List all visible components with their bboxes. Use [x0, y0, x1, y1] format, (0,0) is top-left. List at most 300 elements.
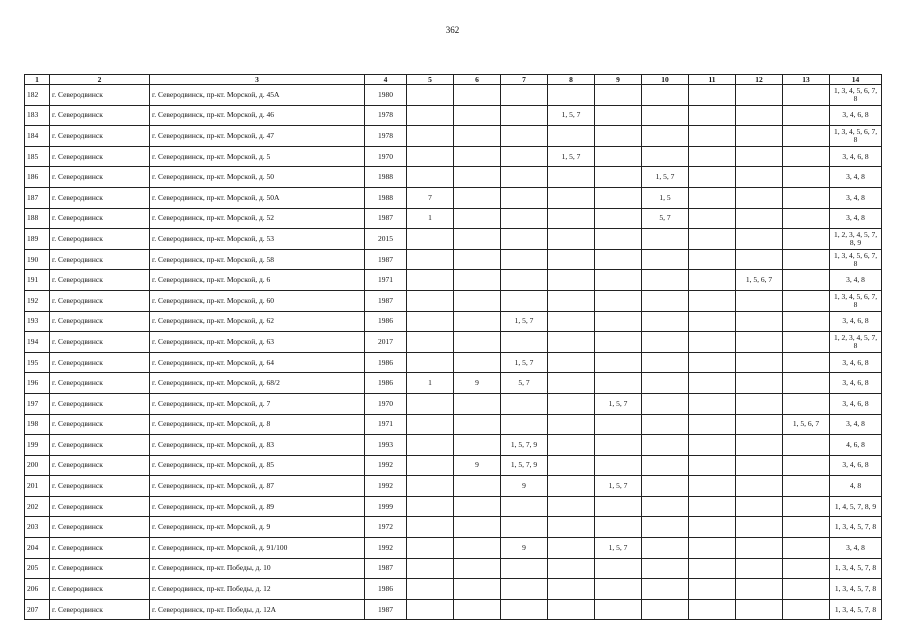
table-cell-col-3: г. Северодвинск, пр-кт. Морской, д. 64	[150, 352, 365, 373]
table-cell-col-12	[736, 85, 783, 106]
table-cell-col-5	[407, 167, 454, 188]
table-cell-col-13	[783, 476, 830, 497]
table-cell-col-4: 1971	[365, 270, 407, 291]
table-cell-col-14: 3, 4, 8	[830, 187, 882, 208]
table-cell-col-13	[783, 599, 830, 620]
column-header: 6	[454, 75, 501, 85]
table-cell-col-12	[736, 290, 783, 311]
table-cell-col-9	[595, 270, 642, 291]
table-row	[25, 229, 882, 250]
table-cell-col-4: 1992	[365, 476, 407, 497]
table-cell-col-12	[736, 146, 783, 167]
table-row	[25, 579, 882, 600]
table-cell-col-9	[595, 187, 642, 208]
table-cell-col-5	[407, 105, 454, 126]
table-cell-col-9	[595, 414, 642, 435]
table-cell-col-5	[407, 393, 454, 414]
column-header: 12	[736, 75, 783, 85]
table-cell-col-11	[689, 290, 736, 311]
table-cell-col-11	[689, 332, 736, 353]
table-cell-col-7: 1, 5, 7	[501, 352, 548, 373]
table-cell-col-7	[501, 229, 548, 250]
table-cell-col-13	[783, 208, 830, 229]
table-cell-col-7	[501, 126, 548, 147]
table-cell-col-3: г. Северодвинск, пр-кт. Морской, д. 58	[150, 249, 365, 270]
table-cell-col-11	[689, 187, 736, 208]
table-cell-col-6	[454, 558, 501, 579]
table-cell-col-10	[642, 496, 689, 517]
table-cell-col-13	[783, 290, 830, 311]
table-cell-col-6	[454, 187, 501, 208]
table-row	[25, 558, 882, 579]
table-cell-col-14: 3, 4, 6, 8	[830, 455, 882, 476]
table-cell-col-4: 1988	[365, 167, 407, 188]
table-cell-col-14: 1, 4, 5, 7, 8, 9	[830, 496, 882, 517]
table-cell-col-10	[642, 105, 689, 126]
table-cell-col-13	[783, 167, 830, 188]
table-cell-col-14: 3, 4, 6, 8	[830, 373, 882, 394]
table-cell-col-4: 1992	[365, 455, 407, 476]
column-header: 5	[407, 75, 454, 85]
table-cell-col-8	[548, 311, 595, 332]
table-cell-col-3: г. Северодвинск, пр-кт. Морской, д. 5	[150, 146, 365, 167]
table-cell-col-13	[783, 579, 830, 600]
table-cell-col-14: 1, 2, 3, 4, 5, 7, 8, 9	[830, 229, 882, 250]
table-cell-col-1: 182	[25, 85, 50, 106]
column-header: 10	[642, 75, 689, 85]
table-cell-col-14: 1, 3, 4, 5, 6, 7, 8	[830, 85, 882, 106]
table-cell-col-3: г. Северодвинск, пр-кт. Морской, д. 53	[150, 229, 365, 250]
table-cell-col-4: 1986	[365, 579, 407, 600]
table-cell-col-8	[548, 414, 595, 435]
table-cell-col-1: 206	[25, 579, 50, 600]
column-header: 14	[830, 75, 882, 85]
table-cell-col-1: 186	[25, 167, 50, 188]
table-cell-col-11	[689, 558, 736, 579]
table-cell-col-12	[736, 167, 783, 188]
table-cell-col-11	[689, 435, 736, 456]
table-cell-col-13	[783, 393, 830, 414]
table-cell-col-5	[407, 229, 454, 250]
table-cell-col-13	[783, 311, 830, 332]
table-cell-col-7	[501, 558, 548, 579]
table-cell-col-10	[642, 146, 689, 167]
table-cell-col-7	[501, 579, 548, 600]
table-cell-col-14: 1, 2, 3, 4, 5, 7, 8	[830, 332, 882, 353]
table-cell-col-9	[595, 85, 642, 106]
table-cell-col-3: г. Северодвинск, пр-кт. Морской, д. 6	[150, 270, 365, 291]
table-cell-col-1: 196	[25, 373, 50, 394]
table-cell-col-4: 1993	[365, 435, 407, 456]
table-cell-col-9	[595, 290, 642, 311]
table-cell-col-8	[548, 229, 595, 250]
table-cell-col-2: г. Северодвинск	[50, 85, 150, 106]
column-header: 11	[689, 75, 736, 85]
table-cell-col-8	[548, 599, 595, 620]
table-cell-col-6	[454, 435, 501, 456]
table-cell-col-11	[689, 270, 736, 291]
table-cell-col-12	[736, 476, 783, 497]
table-cell-col-10	[642, 229, 689, 250]
table-cell-col-4: 1986	[365, 373, 407, 394]
table-cell-col-11	[689, 229, 736, 250]
table-cell-col-6	[454, 393, 501, 414]
table-cell-col-5	[407, 85, 454, 106]
table-cell-col-6	[454, 105, 501, 126]
table-cell-col-2: г. Северодвинск	[50, 414, 150, 435]
table-cell-col-11	[689, 373, 736, 394]
table-cell-col-6	[454, 599, 501, 620]
table-cell-col-14: 1, 3, 4, 5, 7, 8	[830, 599, 882, 620]
table-cell-col-8	[548, 496, 595, 517]
table-cell-col-13	[783, 146, 830, 167]
table-cell-col-10	[642, 352, 689, 373]
table-cell-col-12	[736, 311, 783, 332]
table-cell-col-11	[689, 476, 736, 497]
table-cell-col-13	[783, 270, 830, 291]
table-cell-col-3: г. Северодвинск, пр-кт. Морской, д. 45А	[150, 85, 365, 106]
table-cell-col-8	[548, 373, 595, 394]
table-cell-col-12	[736, 249, 783, 270]
table-cell-col-12	[736, 496, 783, 517]
table-cell-col-3: г. Северодвинск, пр-кт. Морской, д. 83	[150, 435, 365, 456]
table-cell-col-14: 1, 3, 4, 5, 7, 8	[830, 579, 882, 600]
table-row	[25, 126, 882, 147]
table-cell-col-8	[548, 476, 595, 497]
table-cell-col-1: 190	[25, 249, 50, 270]
table-cell-col-3: г. Северодвинск, пр-кт. Морской, д. 91/100	[150, 538, 365, 559]
table-cell-col-8	[548, 126, 595, 147]
table-cell-col-7	[501, 208, 548, 229]
table-cell-col-1: 202	[25, 496, 50, 517]
table-cell-col-2: г. Северодвинск	[50, 373, 150, 394]
table-cell-col-11	[689, 85, 736, 106]
table-cell-col-13	[783, 558, 830, 579]
table-row	[25, 105, 882, 126]
table-cell-col-10	[642, 332, 689, 353]
table-cell-col-3: г. Северодвинск, пр-кт. Морской, д. 8	[150, 414, 365, 435]
table-cell-col-5	[407, 496, 454, 517]
table-cell-col-4: 1987	[365, 599, 407, 620]
table-row	[25, 187, 882, 208]
table-cell-col-5	[407, 414, 454, 435]
table-cell-col-9: 1, 5, 7	[595, 476, 642, 497]
table-cell-col-5: 7	[407, 187, 454, 208]
table-row	[25, 270, 882, 291]
table-cell-col-10	[642, 373, 689, 394]
table-header	[25, 75, 882, 85]
table-cell-col-12	[736, 105, 783, 126]
table-cell-col-10	[642, 558, 689, 579]
table-cell-col-4: 1992	[365, 538, 407, 559]
table-cell-col-14: 4, 8	[830, 476, 882, 497]
table-cell-col-14: 3, 4, 6, 8	[830, 393, 882, 414]
table-cell-col-5	[407, 476, 454, 497]
table-cell-col-12	[736, 517, 783, 538]
table-cell-col-3: г. Северодвинск, пр-кт. Морской, д. 52	[150, 208, 365, 229]
table-cell-col-13	[783, 496, 830, 517]
table-cell-col-8	[548, 187, 595, 208]
table-cell-col-3: г. Северодвинск, пр-кт. Морской, д. 7	[150, 393, 365, 414]
table-row	[25, 373, 882, 394]
table-cell-col-1: 184	[25, 126, 50, 147]
table-cell-col-2: г. Северодвинск	[50, 435, 150, 456]
table-cell-col-12	[736, 208, 783, 229]
table-cell-col-4: 1978	[365, 126, 407, 147]
table-cell-col-1: 205	[25, 558, 50, 579]
table-cell-col-2: г. Северодвинск	[50, 290, 150, 311]
table-cell-col-7: 1, 5, 7, 9	[501, 455, 548, 476]
table-cell-col-7	[501, 517, 548, 538]
table-cell-col-8	[548, 208, 595, 229]
table-cell-col-3: г. Северодвинск, пр-кт. Морской, д. 50А	[150, 187, 365, 208]
table-cell-col-8	[548, 538, 595, 559]
table-cell-col-5: 1	[407, 373, 454, 394]
table-cell-col-5	[407, 249, 454, 270]
table-cell-col-4: 1971	[365, 414, 407, 435]
table-cell-col-2: г. Северодвинск	[50, 393, 150, 414]
table-cell-col-2: г. Северодвинск	[50, 208, 150, 229]
table-cell-col-12	[736, 332, 783, 353]
table-cell-col-10: 1, 5	[642, 187, 689, 208]
table-cell-col-5	[407, 352, 454, 373]
table-cell-col-5	[407, 332, 454, 353]
table-cell-col-10	[642, 599, 689, 620]
table-cell-col-11	[689, 208, 736, 229]
table-cell-col-1: 187	[25, 187, 50, 208]
table-cell-col-12	[736, 435, 783, 456]
table-cell-col-3: г. Северодвинск, пр-кт. Победы, д. 12А	[150, 599, 365, 620]
table-cell-col-6	[454, 579, 501, 600]
table-cell-col-4: 1970	[365, 393, 407, 414]
table-cell-col-9	[595, 249, 642, 270]
table-cell-col-10	[642, 393, 689, 414]
table-row	[25, 455, 882, 476]
table-cell-col-8	[548, 435, 595, 456]
table-cell-col-3: г. Северодвинск, пр-кт. Морской, д. 60	[150, 290, 365, 311]
table-cell-col-5	[407, 455, 454, 476]
table-cell-col-11	[689, 249, 736, 270]
table-cell-col-6	[454, 146, 501, 167]
table-cell-col-9: 1, 5, 7	[595, 538, 642, 559]
table-row	[25, 208, 882, 229]
table-cell-col-5	[407, 311, 454, 332]
table-cell-col-2: г. Северодвинск	[50, 538, 150, 559]
table-cell-col-3: г. Северодвинск, пр-кт. Победы, д. 12	[150, 579, 365, 600]
table-cell-col-13	[783, 538, 830, 559]
table-cell-col-2: г. Северодвинск	[50, 146, 150, 167]
table-cell-col-14: 3, 4, 8	[830, 167, 882, 188]
table-cell-col-1: 193	[25, 311, 50, 332]
table-cell-col-7: 9	[501, 538, 548, 559]
table-cell-col-2: г. Северодвинск	[50, 105, 150, 126]
table-cell-col-14: 3, 4, 6, 8	[830, 105, 882, 126]
column-header: 8	[548, 75, 595, 85]
table-cell-col-14: 1, 3, 4, 5, 7, 8	[830, 558, 882, 579]
table-cell-col-7	[501, 290, 548, 311]
table-cell-col-8	[548, 393, 595, 414]
table-cell-col-13	[783, 105, 830, 126]
table-cell-col-14: 3, 4, 8	[830, 538, 882, 559]
table-cell-col-3: г. Северодвинск, пр-кт. Морской, д. 46	[150, 105, 365, 126]
table-cell-col-9	[595, 126, 642, 147]
table-cell-col-2: г. Северодвинск	[50, 599, 150, 620]
table-cell-col-11	[689, 311, 736, 332]
table-cell-col-8	[548, 290, 595, 311]
table-row	[25, 85, 882, 106]
table-cell-col-6	[454, 229, 501, 250]
table-cell-col-11	[689, 352, 736, 373]
table-cell-col-12	[736, 455, 783, 476]
table-cell-col-6: 9	[454, 455, 501, 476]
table-cell-col-12	[736, 352, 783, 373]
table-cell-col-1: 204	[25, 538, 50, 559]
table-cell-col-4: 2017	[365, 332, 407, 353]
table-cell-col-2: г. Северодвинск	[50, 558, 150, 579]
table-cell-col-8: 1, 5, 7	[548, 146, 595, 167]
table-cell-col-6	[454, 476, 501, 497]
table-row	[25, 146, 882, 167]
table-cell-col-10	[642, 517, 689, 538]
page-number: 362	[445, 25, 460, 35]
table-cell-col-13: 1, 5, 6, 7	[783, 414, 830, 435]
table-cell-col-9	[595, 599, 642, 620]
table-cell-col-4: 2015	[365, 229, 407, 250]
table-cell-col-2: г. Северодвинск	[50, 332, 150, 353]
table-cell-col-13	[783, 126, 830, 147]
table-cell-col-7	[501, 393, 548, 414]
table-cell-col-6	[454, 167, 501, 188]
table-cell-col-3: г. Северодвинск, пр-кт. Морской, д. 68/2	[150, 373, 365, 394]
table-cell-col-14: 1, 3, 4, 5, 6, 7, 8	[830, 249, 882, 270]
table-row	[25, 167, 882, 188]
column-header: 1	[25, 75, 50, 85]
table-row	[25, 249, 882, 270]
table-cell-col-6: 9	[454, 373, 501, 394]
table-cell-col-4: 1987	[365, 290, 407, 311]
table-cell-col-11	[689, 105, 736, 126]
table-cell-col-8	[548, 352, 595, 373]
table-cell-col-10	[642, 290, 689, 311]
table-cell-col-6	[454, 270, 501, 291]
table-cell-col-14: 3, 4, 8	[830, 414, 882, 435]
table-cell-col-4: 1986	[365, 352, 407, 373]
table-cell-col-5	[407, 146, 454, 167]
column-header: 4	[365, 75, 407, 85]
table-cell-col-11	[689, 496, 736, 517]
table-cell-col-5	[407, 126, 454, 147]
table-cell-col-13	[783, 229, 830, 250]
table-cell-col-13	[783, 455, 830, 476]
table-cell-col-11	[689, 146, 736, 167]
table-cell-col-6	[454, 414, 501, 435]
table-cell-col-6	[454, 208, 501, 229]
table-cell-col-2: г. Северодвинск	[50, 187, 150, 208]
table-cell-col-7	[501, 496, 548, 517]
table-cell-col-14: 3, 4, 8	[830, 270, 882, 291]
table-cell-col-2: г. Северодвинск	[50, 229, 150, 250]
table-cell-col-9	[595, 311, 642, 332]
table-cell-col-4: 1978	[365, 105, 407, 126]
table-cell-col-2: г. Северодвинск	[50, 517, 150, 538]
table-cell-col-6	[454, 126, 501, 147]
table-cell-col-12	[736, 187, 783, 208]
table-row	[25, 393, 882, 414]
table-cell-col-10: 5, 7	[642, 208, 689, 229]
table-cell-col-2: г. Северодвинск	[50, 249, 150, 270]
table-cell-col-10	[642, 311, 689, 332]
table-cell-col-3: г. Северодвинск, пр-кт. Морской, д. 9	[150, 517, 365, 538]
table-cell-col-5	[407, 599, 454, 620]
table-cell-col-1: 195	[25, 352, 50, 373]
table-cell-col-3: г. Северодвинск, пр-кт. Морской, д. 85	[150, 455, 365, 476]
table-cell-col-5	[407, 517, 454, 538]
table-cell-col-3: г. Северодвинск, пр-кт. Морской, д. 87	[150, 476, 365, 497]
table-cell-col-8	[548, 85, 595, 106]
table-cell-col-11	[689, 167, 736, 188]
header-row	[25, 75, 882, 85]
table-cell-col-10	[642, 126, 689, 147]
table-cell-col-4: 1987	[365, 249, 407, 270]
table-cell-col-8: 1, 5, 7	[548, 105, 595, 126]
table-cell-col-7	[501, 85, 548, 106]
table-cell-col-11	[689, 538, 736, 559]
table-cell-col-10: 1, 5, 7	[642, 167, 689, 188]
table-cell-col-8	[548, 455, 595, 476]
table-cell-col-11	[689, 599, 736, 620]
table-cell-col-12	[736, 579, 783, 600]
table-cell-col-11	[689, 579, 736, 600]
table-cell-col-9	[595, 352, 642, 373]
table-cell-col-8	[548, 249, 595, 270]
table-cell-col-4: 1970	[365, 146, 407, 167]
table-cell-col-14: 4, 6, 8	[830, 435, 882, 456]
table-cell-col-3: г. Северодвинск, пр-кт. Победы, д. 10	[150, 558, 365, 579]
table-cell-col-7: 1, 5, 7	[501, 311, 548, 332]
table-cell-col-5	[407, 435, 454, 456]
table-cell-col-12	[736, 373, 783, 394]
table-cell-col-9	[595, 373, 642, 394]
table-cell-col-7: 1, 5, 7, 9	[501, 435, 548, 456]
table-cell-col-9	[595, 167, 642, 188]
table-cell-col-9	[595, 229, 642, 250]
table-cell-col-8	[548, 270, 595, 291]
table-cell-col-1: 198	[25, 414, 50, 435]
table-cell-col-4: 1987	[365, 208, 407, 229]
table-cell-col-14: 1, 3, 4, 5, 6, 7, 8	[830, 290, 882, 311]
table-cell-col-5	[407, 270, 454, 291]
table-row	[25, 414, 882, 435]
table-cell-col-5	[407, 538, 454, 559]
table-body	[25, 85, 882, 620]
table-cell-col-4: 1972	[365, 517, 407, 538]
table-cell-col-6	[454, 311, 501, 332]
table-cell-col-1: 199	[25, 435, 50, 456]
table-cell-col-7	[501, 599, 548, 620]
table-cell-col-1: 188	[25, 208, 50, 229]
table-cell-col-6	[454, 85, 501, 106]
table-cell-col-1: 200	[25, 455, 50, 476]
table-cell-col-10	[642, 270, 689, 291]
table-cell-col-8	[548, 558, 595, 579]
table-row	[25, 290, 882, 311]
table-cell-col-1: 201	[25, 476, 50, 497]
table-row	[25, 599, 882, 620]
table-cell-col-1: 189	[25, 229, 50, 250]
table-cell-col-11	[689, 414, 736, 435]
table-cell-col-14: 3, 4, 6, 8	[830, 146, 882, 167]
table-cell-col-3: г. Северодвинск, пр-кт. Морской, д. 50	[150, 167, 365, 188]
